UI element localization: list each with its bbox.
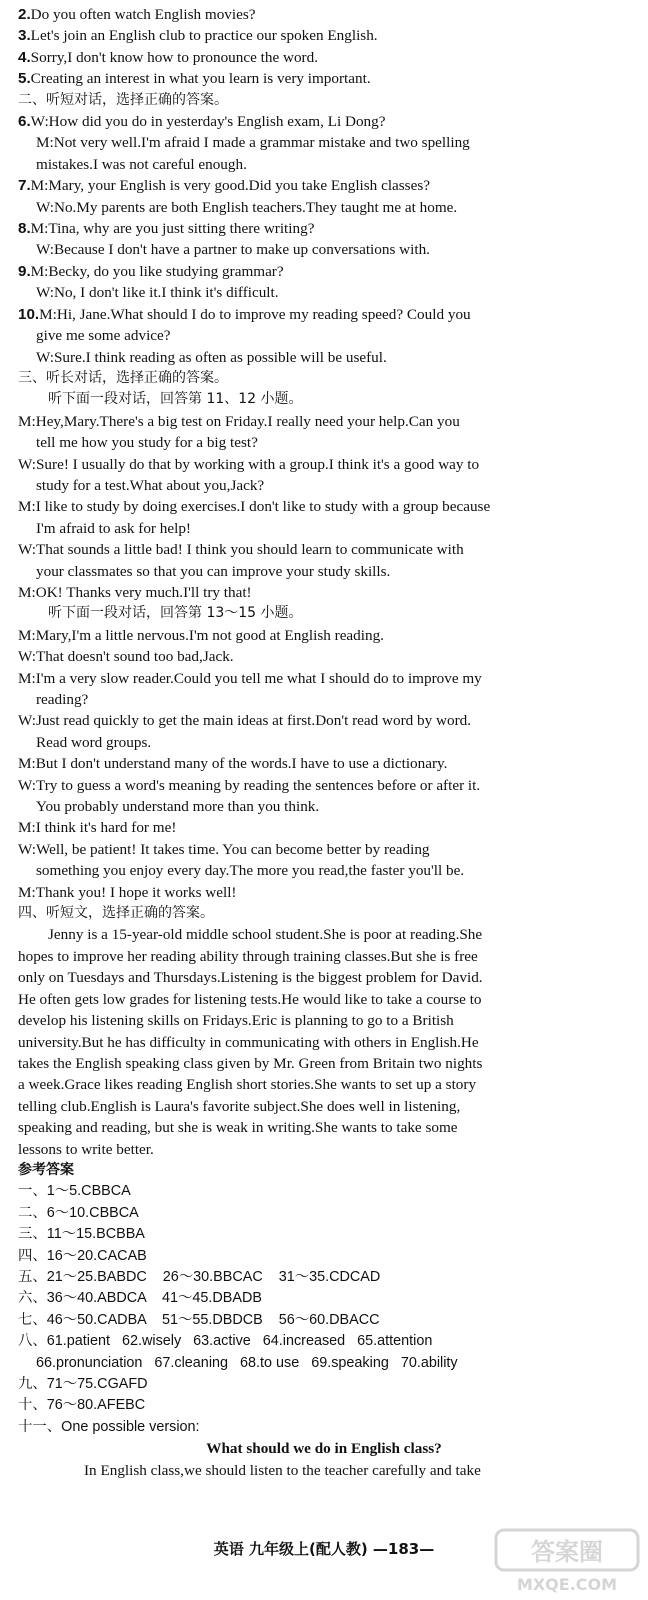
text-line: M:But I don't understand many of the words.I have to use a dictionary. (18, 755, 448, 773)
question-number: 2. (18, 6, 31, 23)
question-text: Sorry,I don't know how to pronounce the word. (30, 48, 318, 66)
text-line: Read word groups. (36, 733, 152, 751)
text-line: W:That sounds a little bad! I think you should learn to communicate with (18, 541, 464, 559)
text-line: W:That doesn't sound too bad,Jack. (18, 648, 234, 666)
text-line: study for a test.What about you,Jack? (36, 476, 265, 494)
question-text: M:Hi, Jane.What should I do to improve my reading speed? Could you (39, 305, 471, 323)
question-number: 10. (18, 305, 40, 323)
text-line: your classmates so that you can improve your study skills. (36, 562, 391, 580)
question-text: M:Mary, your English is very good.Did you take English classes? (30, 177, 430, 195)
text-line: lessons to write better. (18, 1140, 154, 1158)
section-heading: 二、听短对话，选择正确的答案。 (18, 91, 228, 108)
question-line (18, 111, 630, 132)
text-line: W:No, I don't like it.I think it's difficult. (36, 284, 279, 302)
text-line: takes the English speaking class given by Mr. Green from Britain two nights (18, 1054, 483, 1072)
section-instruction: 听下面一段对话，回答第 11、12 小题。 (48, 391, 303, 408)
text-line: W:Sure.I think reading as often as possible will be useful. (36, 348, 387, 366)
text-line: M:OK! Thanks very much.I'll try that! (18, 583, 252, 601)
text-line: M:Not very well.I'm afraid I made a grammar mistake and two spelling (36, 134, 470, 152)
question-number: 8. (18, 220, 31, 238)
text-line: a week.Grace likes reading English short stories.She wants to set up a story (18, 1076, 477, 1094)
question-line (18, 4, 630, 25)
text-line: M:I like to study by doing exercises.I don't like to study with a group because (18, 498, 491, 516)
question-line (18, 218, 630, 239)
section-instruction: 听下面一段对话，回答第 13～15 小题。 (48, 605, 303, 622)
text-line: M:Thank you! I hope it works well! (18, 883, 237, 901)
question-number: 4. (18, 48, 31, 66)
text-line: speaking and reading, but she is weak in writing.She wants to take some (18, 1119, 458, 1137)
question-line (18, 25, 630, 46)
text-line: telling club.English is Laura's favorite subject.She does well in listening, (18, 1097, 461, 1115)
page-footer: 英语 九年级上(配人教) —183— (213, 1540, 435, 1558)
question-text: M:Becky, do you like studying grammar? (30, 262, 284, 280)
question-line (18, 47, 630, 68)
text-line: M:I think it's hard for me! (18, 819, 177, 837)
text-line: W:Sure! I usually do that by working with a group.I think it's a good way to (18, 455, 480, 473)
answer-line: 九、71～75.CGAFD (18, 1376, 148, 1392)
answer-line: 三、11～15.BCBBA (18, 1226, 145, 1243)
answer-line: 八、61.patient 62.wisely 63.active 64.increased 65.attention (18, 1333, 433, 1350)
answer-line: 二、6～10.CBBCA (18, 1204, 139, 1221)
answer-line: 十一、One possible version: (18, 1418, 200, 1435)
question-text: W:How did you do in yesterday's English exam, Li Dong? (30, 113, 386, 131)
answer-key (18, 1181, 630, 1438)
text-line: I'm afraid to ask for help! (36, 519, 191, 537)
text-line: M:I'm a very slow reader.Could you tell me what I should do to improve my (18, 669, 482, 687)
question-line (18, 68, 630, 89)
text-line: You probably understand more than you think. (36, 798, 320, 816)
question-number: 6. (18, 113, 31, 131)
question-text: Let's join an English club to practice our spoken English. (30, 27, 378, 45)
text-line: tell me how you study for a big test? (36, 434, 258, 452)
section-heading: 四、听短文，选择正确的答案。 (18, 905, 214, 922)
text-line: M:Mary,I'm a little nervous.I'm not good at English reading. (18, 626, 384, 644)
answers-heading: 参考答案 (18, 1161, 74, 1178)
answer-line: 66.pronunciation 67.cleaning 68.to use 69.speaking 70.ability (36, 1354, 458, 1371)
question-line (18, 175, 630, 196)
watermark-logo (492, 1526, 642, 1596)
question-text: M:Tina, why are you just sitting there writing? (30, 220, 315, 238)
text-line: W:Because I don't have a partner to make up conversations with. (36, 241, 430, 259)
question-line (18, 304, 630, 325)
answer-line: 一、1～5.CBBCA (18, 1183, 131, 1200)
text-line: something you enjoy every day.The more you read,the faster you'll be. (36, 862, 465, 880)
answer-line: 四、16～20.CACAB (18, 1247, 147, 1264)
essay-title: What should we do in English class? (206, 1440, 442, 1458)
question-text: Do you often watch English movies? (30, 6, 256, 23)
text-line: Jenny is a 15-year-old middle school student.She is poor at reading.She (48, 926, 483, 944)
text-line: develop his listening skills on Fridays.Eric is planning to go to a British (18, 1012, 454, 1030)
text-line: M:Hey,Mary.There's a big test on Friday.I really need your help.Can you (18, 412, 460, 430)
text-line: W:Try to guess a word's meaning by reading the sentences before or after it. (18, 776, 481, 794)
answer-line: 七、46～50.CADBA 51～55.DBDCB 56～60.DBACC (18, 1311, 380, 1328)
question-number: 7. (18, 177, 31, 195)
text-line: W:No.My parents are both English teachers.They taught me at home. (36, 198, 458, 216)
answer-line: 六、36～40.ABDCA 41～45.DBADB (18, 1290, 262, 1307)
text-line: mistakes.I was not careful enough. (36, 155, 247, 173)
watermark-text: 答案圈 (531, 1538, 603, 1566)
question-number: 5. (18, 70, 31, 88)
section-heading: 三、听长对话，选择正确的答案。 (18, 369, 228, 386)
text-line: W:Well, be patient! It takes time. You can become better by reading (18, 840, 430, 858)
question-number: 3. (18, 27, 31, 45)
question-line (18, 261, 630, 282)
text-line: give me some advice? (36, 327, 171, 345)
question-number: 9. (18, 262, 31, 280)
watermark-url: MXQE.COM (516, 1575, 618, 1594)
answer-line: 五、21～25.BABDC 26～30.BBCAC 31～35.CDCAD (18, 1268, 381, 1285)
text-line: only on Tuesdays and Thursdays.Listening is the biggest problem for David. (18, 969, 483, 987)
text-line: W:Just read quickly to get the main ideas at first.Don't read word by word. (18, 712, 472, 730)
text-line: hopes to improve her reading ability through training classes.But she is free (18, 947, 478, 965)
text-line: reading? (36, 691, 89, 708)
question-text: Creating an interest in what you learn is very important. (30, 70, 371, 88)
answer-line: 十、76～80.AFEBC (18, 1397, 146, 1414)
text-line: university.But he has difficulty in communicating with others in English.He (18, 1033, 479, 1051)
text-line: He often gets low grades for listening tests.He would like to take a course to (18, 990, 482, 1008)
essay-line: In English class,we should listen to the teacher carefully and take (84, 1461, 481, 1479)
